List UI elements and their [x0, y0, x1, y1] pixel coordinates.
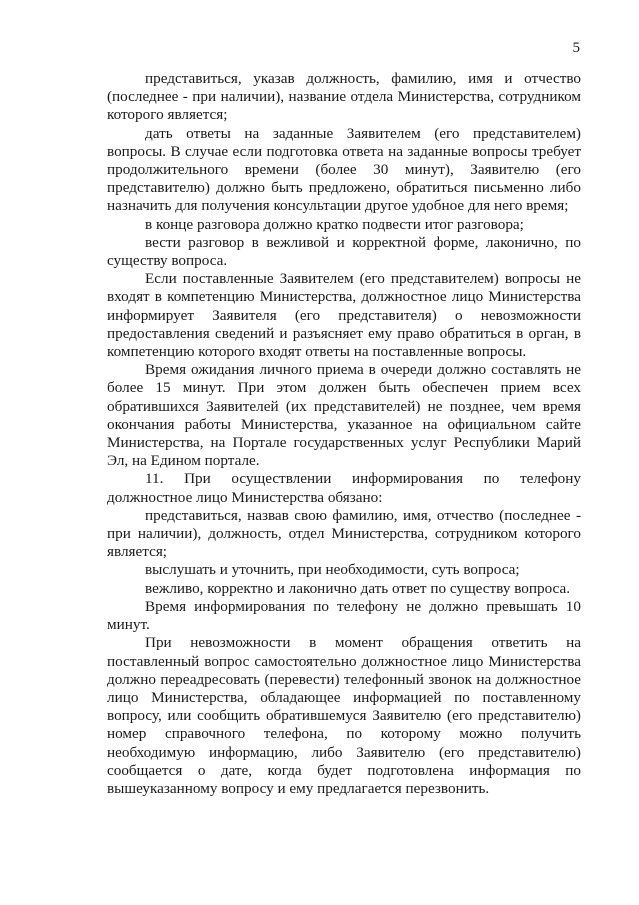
paragraph-outside-competence: Если поставленные Заявителем (его представителем) вопросы не входят в компетенцию Министерства, должностное лицо Министерства информирует Заявителя (его представителя) о невозможности предоставления сведений и разъясняет ему право обратиться в орган, в компетенцию которого входят ответы на поставленные вопросы.: [107, 270, 581, 361]
paragraph-phone-info-clause: 11. При осуществлении информирования по телефону должностное лицо Министерства обязано:: [107, 470, 581, 506]
paragraph-phone-time-limit: Время информирования по телефону не должно превышать 10 минут.: [107, 597, 581, 634]
paragraph-answer-questions: дать ответы на заданные Заявителем (его представителем) вопросы. В случае если подготовка ответа на заданные вопросы требует продолжительного времени (более 30 минут), Заявителю (его представителю) должно быть предложено, обратиться письменно либо назначить для получения консультации другое удобное для него время;: [107, 124, 581, 215]
paragraph-listen-clarify: выслушать и уточнить, при необходимости, суть вопроса;: [145, 561, 520, 579]
paragraph-introduce-position: представиться, указав должность, фамилию, имя и отчество (последнее - при наличии), название отдела Министерства, сотрудником которого является;: [107, 70, 581, 124]
page-number: 5: [572, 40, 580, 56]
paragraph-waiting-time: Время ожидания личного приема в очереди должно составлять не более 15 минут. При этом должен быть обеспечен прием всех обратившихся Заявителей (их представителей) не позднее, чем время окончания работы Министерства, указанное на официальном сайте Министерства, на Портале государственных услуг Республики Марий Эл, на Едином портале.: [107, 361, 581, 470]
paragraph-summarize-conversation: в конце разговора должно кратко подвести итог разговора;: [145, 215, 524, 233]
paragraph-polite-manner: вести разговор в вежливой и корректной форме, лаконично, по существу вопроса.: [107, 233, 581, 270]
paragraph-introduce-name: представиться, назвав свою фамилию, имя, отчество (последнее - при наличии), должность, отдел Министерства, сотрудником которого является;: [107, 506, 581, 561]
document-body: [107, 70, 581, 798]
paragraph-answer-politely: вежливо, корректно и лаконично дать ответ по существу вопроса.: [145, 579, 571, 597]
paragraph-redirect-call: При невозможности в момент обращения ответить на поставленный вопрос самостоятельно должностное лицо Министерства должно переадресовать (перевести) телефонный звонок на должностное лицо Министерства, обладающее информацией по поставленному вопросу, или сообщить обратившемуся Заявителю (его представителю) номер справочного телефона, по которому можно получить необходимую информацию, либо Заявителю (его представителю) сообщается о дате, когда будет подготовлена информация по вышеуказанному вопросу и ему предлагается перезвонить.: [107, 634, 581, 797]
